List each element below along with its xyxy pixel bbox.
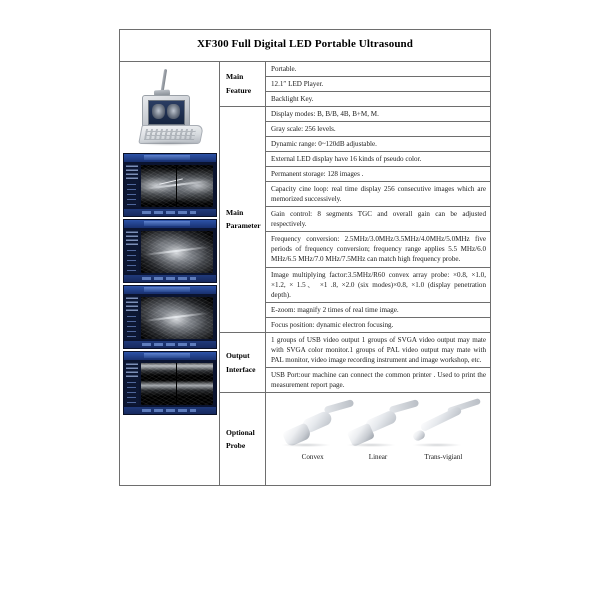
probe-labels xyxy=(266,449,490,462)
scan-status-bar xyxy=(124,341,216,348)
device-shadow xyxy=(138,141,200,146)
scan-image-area xyxy=(141,165,213,207)
spec-main-parameter-10: Focus position: dynamic electron focusing. xyxy=(266,317,491,332)
spec-main-feature-1: 12.1″ LED Player. xyxy=(266,76,491,91)
spec-main-parameter-3: External LED display have 16 kinds of pseudo color. xyxy=(266,151,491,166)
ultrasound-scan-fetal-1 xyxy=(123,219,217,283)
scan-side-panel xyxy=(125,164,139,207)
probe-shadow xyxy=(347,443,395,447)
probe-label-convex: Convex xyxy=(301,453,324,462)
probe-head xyxy=(411,429,426,442)
probe-label-linear: Linear xyxy=(368,453,388,462)
scan-side-panel xyxy=(125,296,139,339)
device-screen-scan-left xyxy=(152,104,165,119)
media-stack xyxy=(120,62,219,418)
spec-main-parameter-5: Capacity cine loop: real time display 256 consecutive images which are memorized successively. xyxy=(266,182,491,207)
scan-side-menu xyxy=(127,250,136,271)
spec-main-parameter-8: Image multiplying factor:3.5MHz/R60 convex array probe: ×0.8, ×1.0, ×1.2, × 1.5、 ×1 .8, ×2.0 (six modes)×0.8, ×1.0 (display penetration depth). xyxy=(266,267,491,302)
table-row-title xyxy=(120,30,491,62)
scan-side-panel xyxy=(125,230,139,273)
scan-side-readout xyxy=(126,363,138,377)
scan-title-bar xyxy=(124,352,216,360)
optional-probe-gallery xyxy=(266,393,491,486)
scan-side-menu xyxy=(127,382,136,403)
device-screen xyxy=(148,100,185,125)
scan-title-bar xyxy=(124,220,216,228)
scan-title-bar xyxy=(124,286,216,294)
portable-ultrasound-device-photo xyxy=(124,65,216,151)
spec-output-interface-1: USB Port:our machine can connect the common printer . Used to print the measurement report page. xyxy=(266,368,491,393)
scan-side-menu xyxy=(127,184,136,205)
probe-grip xyxy=(419,406,462,432)
spec-main-parameter-2: Dynamic range: 0~120dB adjustable. xyxy=(266,136,491,151)
scan-status-bar xyxy=(124,407,216,414)
probe-shadow xyxy=(413,443,461,447)
convex-probe-image xyxy=(280,401,345,449)
media-column xyxy=(120,61,220,486)
spec-output-interface-0: 1 groups of USB video output 1 groups of SVGA video output may mate with SVGA color monitor.1 groups of PAL video output may mate with PAL monitor, video image recording instrument and image workshop, etc. xyxy=(266,332,491,367)
row-label-main-parameter: Main Parameter xyxy=(220,106,266,332)
transvaginal-probe-image xyxy=(411,401,476,449)
row-label-main-feature: Main Feature xyxy=(220,61,266,106)
table-row xyxy=(120,61,491,76)
spec-main-parameter-6: Gain control: 8 segments TGC and overall gain can be adjusted respectively. xyxy=(266,207,491,232)
scan-status-bar xyxy=(124,275,216,282)
scan-status-bar xyxy=(124,209,216,216)
scan-image-area xyxy=(141,363,213,405)
scan-image-area xyxy=(141,297,213,339)
scan-side-readout xyxy=(126,165,138,179)
spec-main-parameter-7: Frequency conversion: 2.5MHz/3.0MHz/3.5MHz/4.0MHz/5.0MHz five periods of frequency conversion; frequency range applies 5.5 MHz/6.0 MHz/6.5 MHz/7.0 MHz/7.5MHz can match high frequency probe. xyxy=(266,232,491,267)
spec-main-parameter-4: Permanent storage: 128 images . xyxy=(266,167,491,182)
scan-title-bar xyxy=(124,154,216,162)
probe-shadow xyxy=(282,443,330,447)
linear-probe-image xyxy=(345,401,410,449)
row-label-optional-probe: Optional Probe xyxy=(220,393,266,486)
spec-main-parameter-1: Gray scale: 256 levels. xyxy=(266,121,491,136)
scan-side-readout xyxy=(126,231,138,245)
scan-speckle xyxy=(141,363,213,405)
scan-image-area xyxy=(141,231,213,273)
probe-area xyxy=(266,393,490,485)
device-keys xyxy=(143,129,195,140)
probe-label-transvaginal: Trans-vigianl xyxy=(424,453,463,462)
ultrasound-scan-dual-view xyxy=(123,153,217,217)
scan-side-readout xyxy=(126,297,138,311)
row-label-output-interface: Output Interface xyxy=(220,332,266,392)
spec-main-parameter-0: Display modes: B, B/B, 4B, B+M, M. xyxy=(266,106,491,121)
spec-main-parameter-9: E-zoom: magnify 2 times of real time image. xyxy=(266,302,491,317)
probe-images xyxy=(266,399,490,449)
page-title: XF300 Full Digital LED Portable Ultrasound xyxy=(120,30,491,62)
device-screen-scan-right xyxy=(167,104,180,119)
spec-main-feature-0: Portable. xyxy=(266,61,491,76)
scan-side-panel xyxy=(125,362,139,405)
product-spec-table xyxy=(119,29,491,486)
scan-side-menu xyxy=(127,316,136,337)
scan-speckle xyxy=(141,165,213,207)
spec-main-feature-2: Backlight Key. xyxy=(266,91,491,106)
ultrasound-scan-tissue-layers xyxy=(123,351,217,415)
ultrasound-scan-fetal-2 xyxy=(123,285,217,349)
